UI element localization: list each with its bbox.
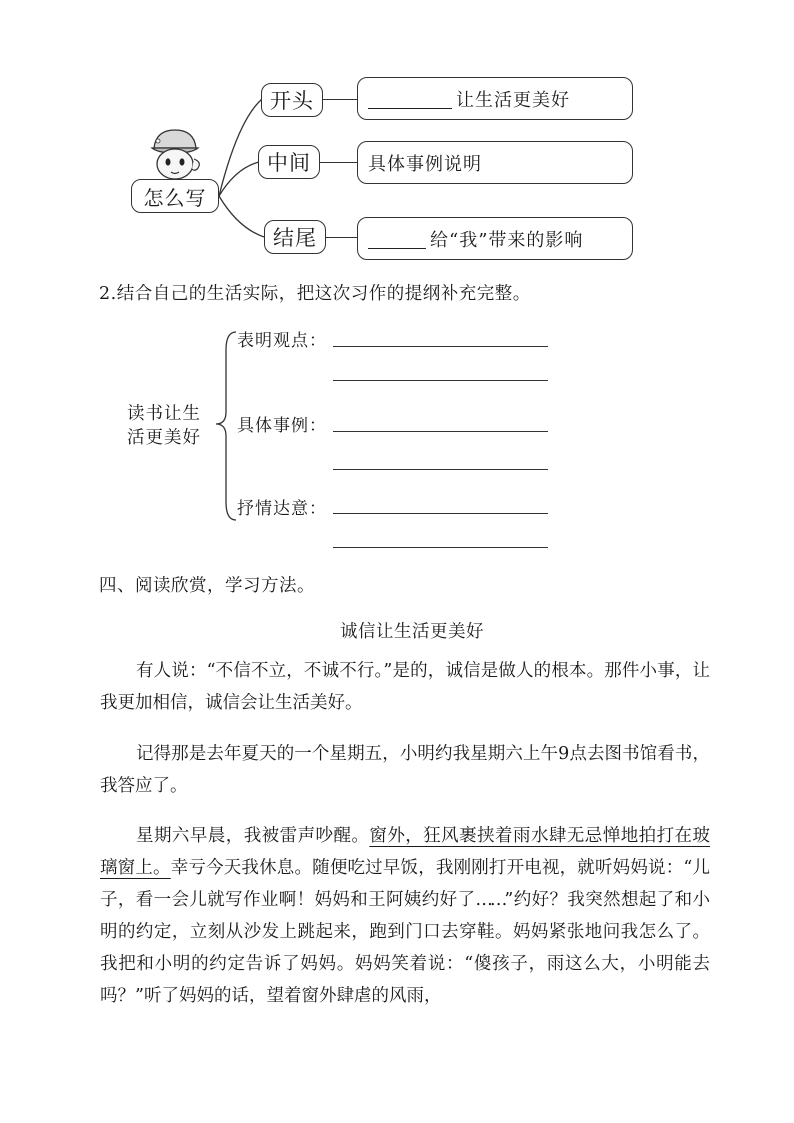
connector-ending	[326, 237, 358, 238]
outline-item-example: 具体事例：	[237, 416, 327, 436]
answer-line[interactable]	[333, 431, 548, 432]
outline-item-viewpoint: 表明观点：	[237, 331, 327, 351]
outline-item-feeling: 抒情达意：	[237, 499, 327, 519]
section-heading: 四、阅读欣赏，学习方法。	[99, 576, 315, 596]
fill-blank[interactable]	[368, 88, 452, 109]
answer-line[interactable]	[333, 469, 548, 470]
box-ending: 给“我”带来的影响	[357, 217, 633, 260]
essay-paragraph-3: 星期六早晨，我被雷声吵醒。窗外，狂风裹挟着雨水肆无忌惮地拍打在玻璃窗上。幸亏今天我休息。随便吃过早饭，我刚刚打开电视，就听妈妈说：“儿子，看一会儿就写作业啊！妈妈和王阿姨约好了……”约好？我突然想起了和小明的约定，立刻从沙发上跳起来，跑到门口去穿鞋。妈妈紧张地问我怎么了。我把和小明的约定告诉了妈妈。妈妈笑着说：“傻孩子，雨这么大，小明能去吗？”听了妈妈的话，望着窗外肆虐的风雨，	[100, 826, 711, 1006]
box-opening: 让生活更美好	[357, 77, 633, 120]
essay-title: 诚信让生活更美好	[340, 622, 484, 642]
task2-instruction: 2.结合自己的生活实际，把这次习作的提纲补充完整。	[99, 284, 531, 304]
topic-label: 读书让生 活更美好	[127, 404, 201, 448]
fill-blank[interactable]	[368, 228, 426, 249]
center-label: 怎么写	[143, 185, 207, 210]
essay-paragraph-2: 记得那是去年夏天的一个星期五，小明约我星期六上午9点去图书馆看书，我答应了。	[100, 744, 710, 796]
tag-ending: 结尾	[264, 220, 326, 254]
connector-middle	[320, 162, 358, 163]
tag-middle: 中间	[258, 145, 320, 179]
underlined-sentence: 窗外，狂风裹挟着雨水肆无忌惮地拍打在玻璃窗上。	[100, 826, 711, 878]
answer-line[interactable]	[333, 380, 548, 381]
box-middle: 具体事例说明	[357, 141, 633, 184]
answer-line[interactable]	[333, 547, 548, 548]
answer-line[interactable]	[333, 346, 548, 347]
essay-paragraph-1: 有人说：“不信不立，不诚不行。”是的，诚信是做人的根本。那件小事，让我更加相信，诚信会让生活美好。	[100, 661, 710, 713]
tag-opening: 开头	[261, 83, 323, 117]
answer-line[interactable]	[333, 513, 548, 514]
connector-opening	[323, 99, 358, 100]
